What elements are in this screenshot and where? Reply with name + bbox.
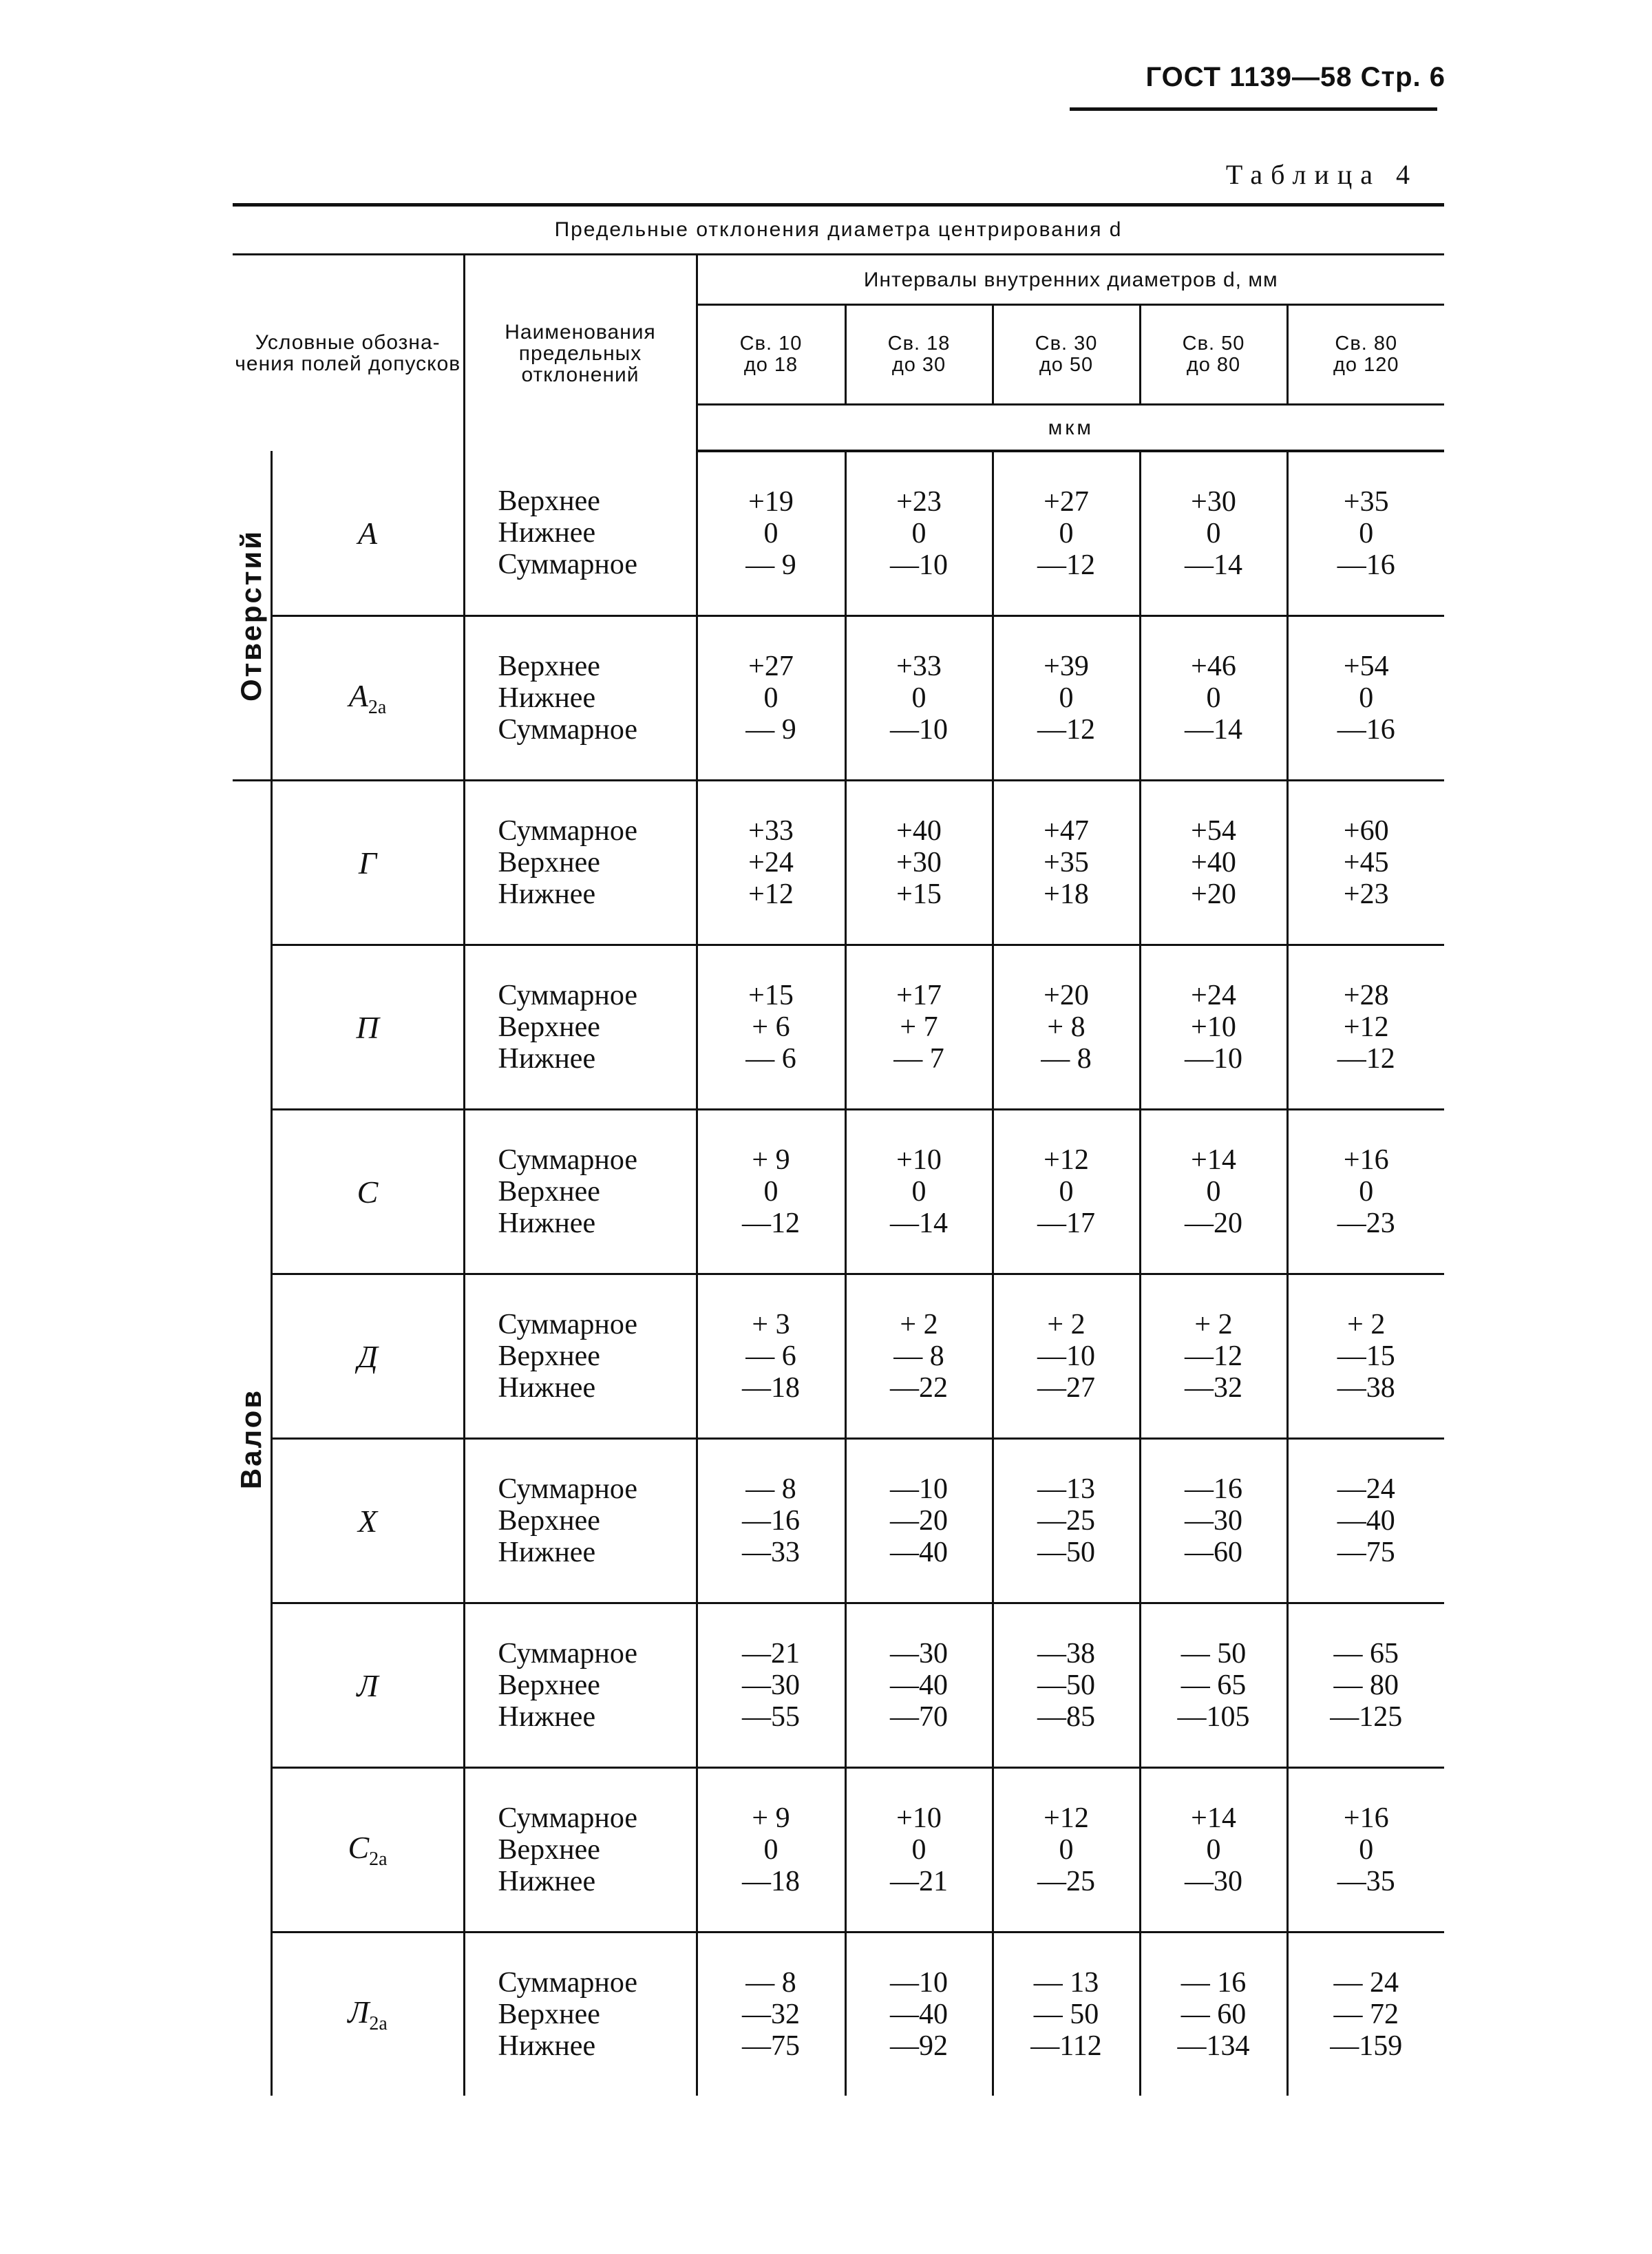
deviation-value: +27	[1044, 486, 1089, 518]
deviation-value: —16	[1337, 714, 1395, 746]
value-cell	[1140, 451, 1287, 616]
interval-to: до 18	[743, 354, 798, 376]
deviation-value: —20	[1185, 1208, 1242, 1239]
value-cell	[845, 451, 993, 616]
deviation-value: — 9	[745, 549, 796, 581]
deviation-value: —12	[742, 1208, 800, 1239]
deviation-value: 0	[763, 1834, 779, 1866]
col-symbol-header: Условные обозна-чения полей допусков	[235, 331, 461, 375]
value-cell	[1140, 1932, 1287, 2096]
deviation-value: —18	[742, 1372, 800, 1404]
table-row	[233, 616, 1444, 781]
deviation-value: —30	[1185, 1866, 1242, 1897]
deviation-value: + 6	[752, 1011, 790, 1043]
deviation-value: —14	[1185, 549, 1242, 581]
deviation-value: —16	[1185, 1473, 1242, 1505]
value-cell	[697, 1932, 845, 2096]
value-cell	[993, 1603, 1140, 1768]
deviation-value: 0	[1206, 1176, 1221, 1208]
deviation-value: —15	[1337, 1340, 1395, 1372]
deviation-value: —38	[1037, 1638, 1095, 1670]
deviation-value: + 7	[900, 1011, 938, 1043]
deviation-value: +10	[896, 1144, 942, 1176]
value-cell	[845, 1603, 993, 1768]
value-cell	[697, 781, 845, 945]
deviation-value: —33	[742, 1537, 800, 1568]
deviation-value: —85	[1037, 1701, 1095, 1733]
value-cell	[845, 616, 993, 781]
deviation-value: — 13	[1033, 1967, 1099, 1999]
tolerance-symbol: A	[271, 451, 464, 616]
deviation-value: — 60	[1180, 1999, 1247, 2030]
deviation-value: 0	[763, 518, 779, 549]
deviation-value: —30	[742, 1670, 800, 1701]
deviation-value: +14	[1191, 1802, 1236, 1834]
document-header: ГОСТ 1139—58 Стр. 6	[1145, 62, 1446, 92]
table-row	[233, 1603, 1444, 1768]
deviation-value: —50	[1037, 1537, 1095, 1568]
deviation-value: +45	[1343, 847, 1389, 878]
value-cell	[993, 1768, 1140, 1932]
interval-from: Св. 50	[1182, 333, 1245, 355]
deviation-value: + 2	[1047, 1309, 1086, 1340]
group-label: Отверстий	[235, 529, 268, 702]
deviation-value: — 8	[893, 1340, 944, 1372]
deviation-value: —21	[890, 1866, 948, 1897]
deviation-value: +20	[1044, 980, 1089, 1011]
deviation-names	[464, 1110, 697, 1274]
deviation-value: +14	[1191, 1144, 1236, 1176]
deviation-value: +16	[1343, 1144, 1389, 1176]
deviation-value: +20	[1191, 878, 1236, 910]
value-cell	[993, 1110, 1140, 1274]
deviation-value: —134	[1177, 2030, 1250, 2062]
deviation-value: +60	[1343, 815, 1389, 847]
deviation-value: +24	[748, 847, 794, 878]
deviation-value: 0	[763, 1176, 779, 1208]
deviation-names	[464, 781, 697, 945]
deviation-value: +33	[748, 815, 794, 847]
header-rule	[1070, 107, 1437, 111]
deviation-value: —10	[890, 1473, 948, 1505]
deviation-value: —70	[890, 1701, 948, 1733]
deviation-value: 0	[911, 682, 926, 714]
deviation-value: +16	[1343, 1802, 1389, 1834]
deviation-value: +10	[1191, 1011, 1236, 1043]
tolerance-symbol: П	[271, 945, 464, 1110]
deviation-value: —25	[1037, 1505, 1095, 1537]
interval-to: до 30	[891, 354, 946, 376]
tolerance-symbol: Л	[271, 1603, 464, 1768]
deviation-value: —125	[1330, 1701, 1403, 1733]
deviation-value: 0	[1359, 1834, 1374, 1866]
value-cell	[1140, 1603, 1287, 1768]
deviation-name: Суммарное	[498, 1473, 638, 1505]
table-row	[233, 1768, 1444, 1932]
value-cell	[697, 451, 845, 616]
deviation-value: +54	[1343, 651, 1389, 682]
deviation-name: Верхнее	[498, 1011, 600, 1043]
deviation-value: — 65	[1333, 1638, 1399, 1670]
value-cell	[993, 616, 1140, 781]
unit-header: мкм	[697, 405, 1444, 452]
value-cell	[697, 1274, 845, 1439]
interval-from: Св. 30	[1035, 333, 1098, 355]
interval-col-header	[1287, 305, 1444, 405]
group-cell	[233, 451, 271, 781]
value-cell	[1140, 1768, 1287, 1932]
value-cell	[1287, 781, 1444, 945]
value-cell	[993, 781, 1140, 945]
group-label: Валов	[235, 1388, 268, 1489]
deviation-value: +10	[896, 1802, 942, 1834]
deviation-name: Суммарное	[498, 1638, 638, 1670]
deviation-value: +12	[1343, 1011, 1389, 1043]
deviation-value: — 6	[745, 1340, 796, 1372]
deviation-value: 0	[1359, 518, 1374, 549]
table-row	[233, 451, 1444, 616]
deviation-value: +17	[896, 980, 942, 1011]
deviation-value: —75	[742, 2030, 800, 2062]
deviation-name: Верхнее	[498, 1340, 600, 1372]
deviation-value: + 3	[752, 1309, 790, 1340]
deviation-value: —38	[1337, 1372, 1395, 1404]
deviation-value: + 9	[752, 1802, 790, 1834]
deviation-value: —32	[742, 1999, 800, 2030]
deviation-value: +35	[1044, 847, 1089, 878]
deviation-value: +35	[1343, 486, 1389, 518]
value-cell	[697, 1768, 845, 1932]
value-cell	[993, 1932, 1140, 2096]
deviation-name: Верхнее	[498, 1505, 600, 1537]
deviation-value: —92	[890, 2030, 948, 2062]
deviation-value: —40	[890, 1537, 948, 1568]
deviation-value: +24	[1191, 980, 1236, 1011]
value-cell	[1140, 781, 1287, 945]
value-cell	[697, 1110, 845, 1274]
deviation-value: 0	[1359, 1176, 1374, 1208]
deviation-name: Нижнее	[498, 517, 596, 549]
deviation-names	[464, 1932, 697, 2096]
deviation-value: — 6	[745, 1043, 796, 1075]
deviation-names	[464, 616, 697, 781]
deviation-value: —16	[742, 1505, 800, 1537]
deviation-value: —22	[890, 1372, 948, 1404]
value-cell	[1287, 1110, 1444, 1274]
deviation-name: Верхнее	[498, 1834, 600, 1866]
deviation-value: — 8	[745, 1473, 796, 1505]
deviation-value: —10	[890, 714, 948, 746]
deviation-value: —32	[1185, 1372, 1242, 1404]
value-cell	[845, 945, 993, 1110]
deviation-value: —17	[1037, 1208, 1095, 1239]
deviation-names	[464, 945, 697, 1110]
deviation-value: — 16	[1180, 1967, 1247, 1999]
value-cell	[845, 1110, 993, 1274]
deviation-name: Суммарное	[498, 1144, 638, 1176]
tolerance-symbol: Д	[271, 1274, 464, 1439]
deviation-value: + 2	[900, 1309, 938, 1340]
value-cell	[1287, 451, 1444, 616]
deviation-value: — 8	[745, 1967, 796, 1999]
interval-from: Св. 18	[887, 333, 951, 355]
value-cell	[845, 1768, 993, 1932]
table-row	[233, 1274, 1444, 1439]
deviation-value: +12	[1044, 1144, 1089, 1176]
deviation-value: +47	[1044, 815, 1089, 847]
deviation-name: Верхнее	[498, 1999, 600, 2030]
deviation-name: Суммарное	[498, 1309, 638, 1340]
deviation-name: Нижнее	[498, 682, 596, 714]
deviation-name: Суммарное	[498, 815, 638, 847]
deviation-value: — 80	[1333, 1670, 1399, 1701]
deviation-value: — 9	[745, 714, 796, 746]
intervals-header: Интервалы внутренних диаметров d, мм	[697, 255, 1444, 305]
deviation-value: + 2	[1194, 1309, 1233, 1340]
deviation-value: — 65	[1180, 1670, 1247, 1701]
deviation-value: —12	[1037, 549, 1095, 581]
deviation-value: +15	[896, 878, 942, 910]
deviation-names	[464, 1439, 697, 1603]
deviation-value: 0	[1059, 682, 1074, 714]
deviation-value: —40	[890, 1670, 948, 1701]
deviation-value: — 7	[893, 1043, 944, 1075]
deviation-name: Нижнее	[498, 2030, 596, 2062]
table-caption: Таблица 4	[1225, 159, 1418, 190]
deviation-value: +54	[1191, 815, 1236, 847]
deviation-value: —10	[1185, 1043, 1242, 1075]
deviation-name: Нижнее	[498, 1043, 596, 1075]
deviation-value: 0	[763, 682, 779, 714]
value-cell	[1287, 1768, 1444, 1932]
deviation-value: 0	[911, 518, 926, 549]
deviation-value: +18	[1044, 878, 1089, 910]
deviation-name: Суммарное	[498, 549, 638, 580]
deviation-value: —23	[1337, 1208, 1395, 1239]
deviation-value: +40	[896, 815, 942, 847]
value-cell	[1287, 616, 1444, 781]
interval-from: Св. 80	[1335, 333, 1398, 355]
deviation-value: +12	[1044, 1802, 1089, 1834]
table-row	[233, 945, 1444, 1110]
value-cell	[1140, 1439, 1287, 1603]
deviation-value: 0	[1059, 1176, 1074, 1208]
deviation-value: +33	[896, 651, 942, 682]
interval-to: до 120	[1333, 354, 1399, 376]
value-cell	[1287, 1603, 1444, 1768]
deviation-value: 0	[911, 1834, 926, 1866]
deviation-value: —24	[1337, 1473, 1395, 1505]
deviation-value: —10	[890, 1967, 948, 1999]
deviation-name: Нижнее	[498, 1537, 596, 1568]
deviation-name: Нижнее	[498, 1208, 596, 1239]
value-cell	[1140, 1274, 1287, 1439]
table-row	[233, 781, 1444, 945]
interval-to: до 50	[1039, 354, 1094, 376]
deviation-value: —35	[1337, 1866, 1395, 1897]
deviation-value: —105	[1177, 1701, 1250, 1733]
deviation-value: —50	[1037, 1670, 1095, 1701]
deviation-value: 0	[1206, 682, 1221, 714]
deviation-name: Верхнее	[498, 847, 600, 878]
deviation-value: —12	[1337, 1043, 1395, 1075]
deviation-value: —40	[1337, 1505, 1395, 1537]
deviation-value: — 50	[1180, 1638, 1247, 1670]
value-cell	[697, 1603, 845, 1768]
table-row	[233, 1110, 1444, 1274]
deviation-value: —16	[1337, 549, 1395, 581]
value-cell	[993, 945, 1140, 1110]
deviation-names	[464, 1274, 697, 1439]
deviation-name: Верхнее	[498, 485, 600, 517]
deviation-value: —18	[742, 1866, 800, 1897]
deviation-value: — 8	[1041, 1043, 1092, 1075]
deviation-value: 0	[1359, 682, 1374, 714]
deviation-value: +40	[1191, 847, 1236, 878]
deviation-value: 0	[1059, 518, 1074, 549]
tolerance-symbol: Г	[271, 781, 464, 945]
tolerance-symbol: $Л_{2a}$	[271, 1932, 464, 2096]
deviation-name: Верхнее	[498, 1176, 600, 1208]
table-row	[233, 1932, 1444, 2096]
deviation-value: 0	[911, 1176, 926, 1208]
value-cell	[993, 1274, 1140, 1439]
table-row	[233, 1439, 1444, 1603]
deviation-name: Верхнее	[498, 1670, 600, 1701]
tolerance-symbol: С	[271, 1110, 464, 1274]
interval-col-header	[993, 305, 1140, 405]
value-cell	[1287, 945, 1444, 1110]
deviation-value: —12	[1185, 1340, 1242, 1372]
deviation-value: +12	[748, 878, 794, 910]
deviation-value: —20	[890, 1505, 948, 1537]
deviation-value: — 24	[1333, 1967, 1399, 1999]
deviation-value: —60	[1185, 1537, 1242, 1568]
deviation-value: —10	[1037, 1340, 1095, 1372]
deviation-value: +28	[1343, 980, 1389, 1011]
table-title: Предельные отклонения диаметра центрирования d	[233, 205, 1444, 255]
deviation-value: —21	[742, 1638, 800, 1670]
tolerance-table	[233, 203, 1444, 2096]
deviation-value: —30	[1185, 1505, 1242, 1537]
value-cell	[845, 1439, 993, 1603]
deviation-value: — 50	[1033, 1999, 1099, 2030]
value-cell	[1287, 1274, 1444, 1439]
deviation-name: Верхнее	[498, 651, 600, 682]
deviation-name: Суммарное	[498, 1802, 638, 1834]
deviation-value: +46	[1191, 651, 1236, 682]
deviation-value: —159	[1330, 2030, 1403, 2062]
value-cell	[697, 1439, 845, 1603]
interval-col-header	[845, 305, 993, 405]
deviation-value: +30	[1191, 486, 1236, 518]
deviation-name: Нижнее	[498, 1866, 596, 1897]
deviation-value: —25	[1037, 1866, 1095, 1897]
deviation-value: —30	[890, 1638, 948, 1670]
deviation-names	[464, 1768, 697, 1932]
deviation-value: —13	[1037, 1473, 1095, 1505]
tolerance-symbol: $С_{2a}$	[271, 1768, 464, 1932]
deviation-value: + 9	[752, 1144, 790, 1176]
deviation-value: + 8	[1047, 1011, 1086, 1043]
col-name-header: Наименования предельных отклонений	[464, 255, 697, 452]
deviation-value: +19	[748, 486, 794, 518]
deviation-names	[464, 451, 697, 616]
deviation-name: Нижнее	[498, 878, 596, 910]
deviation-value: +30	[896, 847, 942, 878]
group-cell	[233, 781, 271, 2096]
value-cell	[845, 1274, 993, 1439]
deviation-names	[464, 1603, 697, 1768]
deviation-value: + 2	[1347, 1309, 1386, 1340]
tolerance-symbol: $A_{2a}$	[271, 616, 464, 781]
deviation-value: +27	[748, 651, 794, 682]
deviation-value: —12	[1037, 714, 1095, 746]
interval-from: Св. 10	[739, 333, 803, 355]
deviation-value: —27	[1037, 1372, 1095, 1404]
value-cell	[1287, 1932, 1444, 2096]
deviation-value: +15	[748, 980, 794, 1011]
deviation-value: 0	[1206, 518, 1221, 549]
value-cell	[1287, 1439, 1444, 1603]
value-cell	[845, 1932, 993, 2096]
deviation-value: +23	[1343, 878, 1389, 910]
deviation-value: +23	[896, 486, 942, 518]
interval-col-header	[1140, 305, 1287, 405]
value-cell	[845, 781, 993, 945]
value-cell	[993, 451, 1140, 616]
interval-to: до 80	[1186, 354, 1241, 376]
deviation-value: +39	[1044, 651, 1089, 682]
deviation-name: Суммарное	[498, 714, 638, 746]
deviation-name: Суммарное	[498, 1967, 638, 1999]
interval-col-header	[697, 305, 845, 405]
deviation-name: Нижнее	[498, 1701, 596, 1733]
deviation-value: 0	[1059, 1834, 1074, 1866]
value-cell	[993, 1439, 1140, 1603]
deviation-name: Нижнее	[498, 1372, 596, 1404]
deviation-value: —10	[890, 549, 948, 581]
deviation-value: 0	[1206, 1834, 1221, 1866]
tolerance-symbol: Х	[271, 1439, 464, 1603]
deviation-value: —40	[890, 1999, 948, 2030]
value-cell	[1140, 1110, 1287, 1274]
value-cell	[697, 945, 845, 1110]
deviation-value: —55	[742, 1701, 800, 1733]
value-cell	[1140, 616, 1287, 781]
deviation-value: —14	[1185, 714, 1242, 746]
deviation-value: —75	[1337, 1537, 1395, 1568]
value-cell	[697, 616, 845, 781]
value-cell	[1140, 945, 1287, 1110]
deviation-value: —112	[1030, 2030, 1102, 2062]
deviation-name: Суммарное	[498, 980, 638, 1011]
deviation-value: —14	[890, 1208, 948, 1239]
deviation-value: — 72	[1333, 1999, 1399, 2030]
